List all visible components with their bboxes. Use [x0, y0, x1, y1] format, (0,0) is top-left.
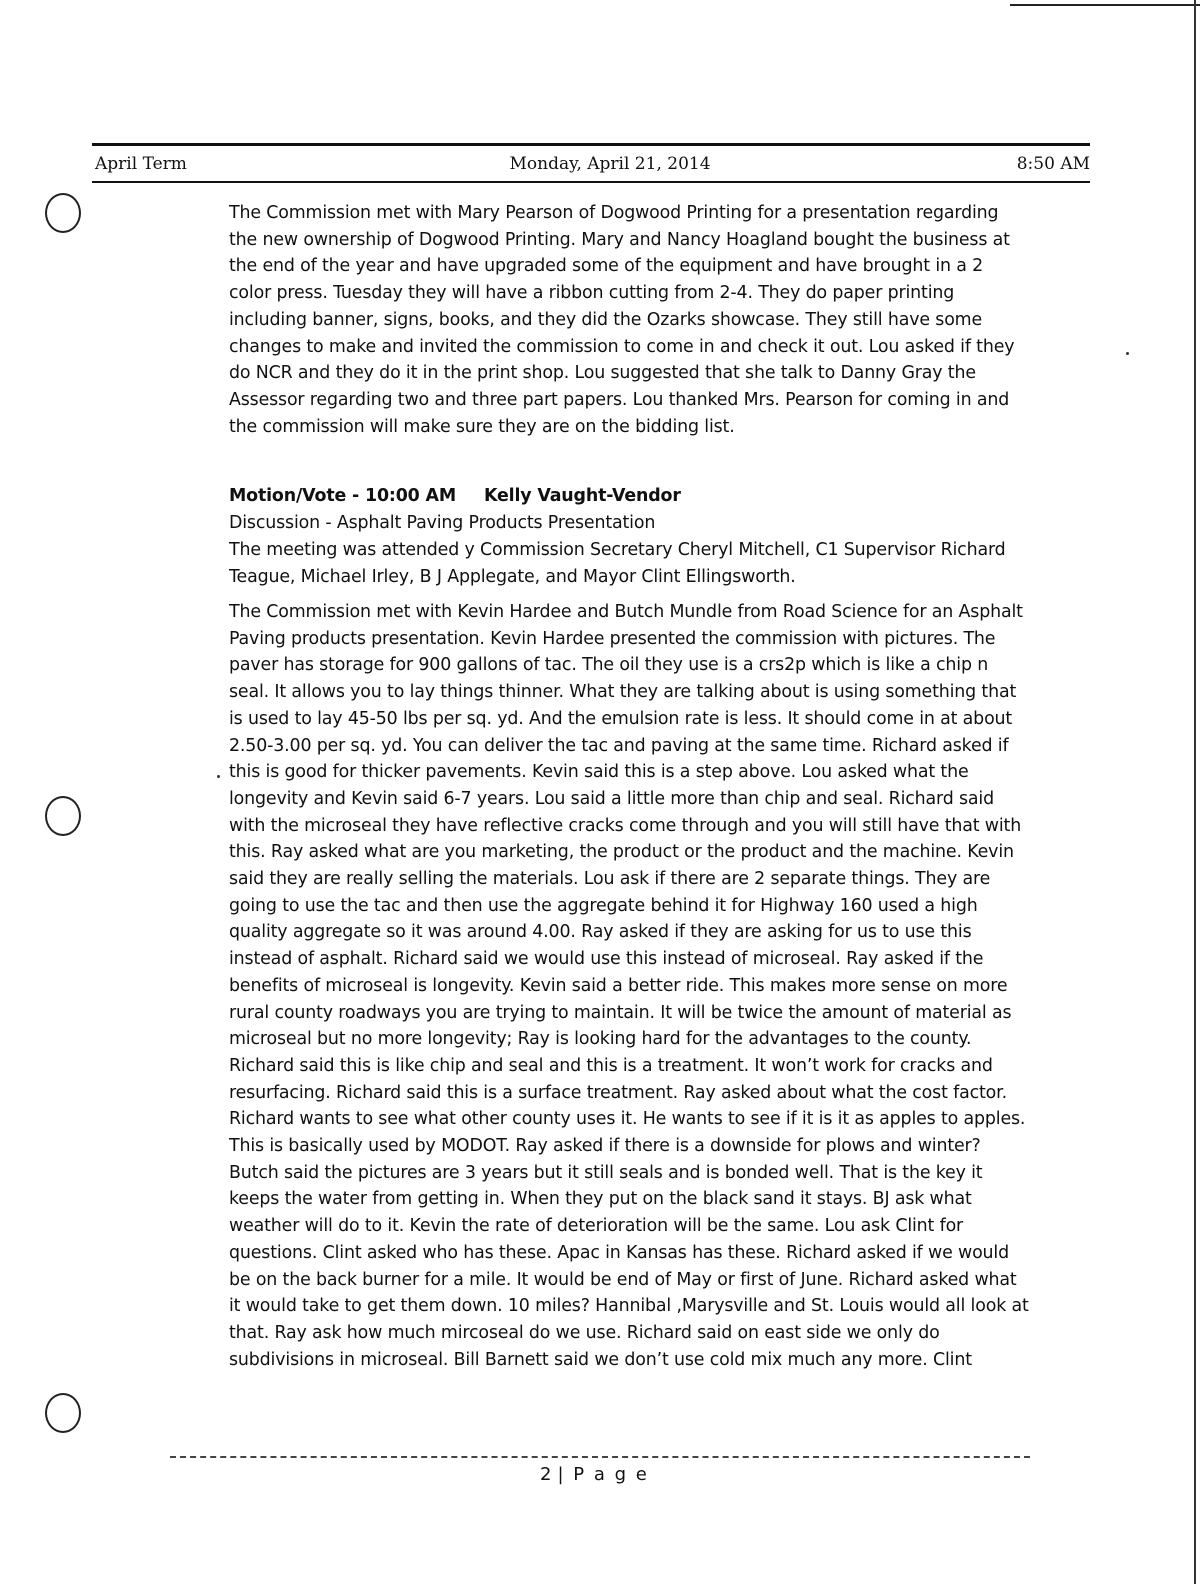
header-date: Monday, April 21, 2014	[509, 154, 711, 174]
header-rule-top	[92, 143, 1090, 146]
punch-hole-bottom	[45, 1393, 81, 1433]
punch-hole-top	[45, 193, 81, 233]
punch-hole-middle	[45, 796, 81, 836]
discussion-line: Discussion - Asphalt Paving Products Presentation	[229, 513, 656, 533]
paragraph-dogwood-printing: The Commission met with Mary Pearson of Dogwood Printing for a presentation regarding the new ownership of Dogwood Printing. Mary and Nancy Hoagland bought the business at the end of the year and have upgraded some of the equipment and have brought in a 2 color press. Tuesday they will have a ribbon cutting from 2-4. They do paper printing including banner, signs, books, and they did the Ozarks showcase. They still have some changes to make and invited the commission to come in and check it out. Lou asked if they do NCR and they do it in the print shop. Lou suggested that she talk to Danny Gray the Assessor regarding two and three part papers. Lou thanked Mrs. Pearson for coming in and the commission will make sure they are on the bidding list.	[229, 203, 1015, 437]
header-term: April Term	[95, 154, 187, 174]
page-number: 2	[540, 1464, 554, 1485]
motion-heading	[229, 483, 1029, 510]
page-footer	[540, 1464, 649, 1485]
scan-speck	[217, 775, 220, 778]
footer-rule	[170, 1456, 1030, 1458]
attendance-text: The meeting was attended y Commission Secretary Cheryl Mitchell, C1 Supervisor Richard Teague, Michael Irley, B J Applegate, and Mayor Clint Ellingsworth.	[229, 540, 1006, 587]
scan-edge-top-line	[1010, 4, 1200, 6]
header-rule-bottom	[92, 181, 1090, 183]
scan-edge-right-line	[1194, 0, 1196, 1584]
motion-section	[229, 483, 1029, 591]
page-label: | P a g e	[557, 1464, 649, 1485]
scan-speck	[1126, 352, 1129, 355]
motion-vendor: Kelly Vaught-Vendor	[483, 486, 681, 506]
paragraph-road-science: The Commission met with Kevin Hardee and Butch Mundle from Road Science for an Asphalt Paving products presentation. Kevin Hardee presented the commission with pictures. The paver has storage for 900 gallons of tac. The oil they use is a crs2p which is like a chip n seal. It allows you to lay things thinner. What they are talking about is using something that is used to lay 45-50 lbs per sq. yd. And the emulsion rate is less. It should come in at about 2.50-3.00 per sq. yd. You can deliver the tac and paving at the same time. Richard asked if this is good for thicker pavements. Kevin said this is a step above. Lou asked what the longevity and Kevin said 6-7 years. Lou said a little more than chip and seal. Richard said with the microseal they have reflective cracks come through and you will still have that with this. Ray asked what are you marketing, the product or the product and the machine. Kevin said they are really selling the materials. Lou ask if there are 2 separate things. They are going to use the tac and then use the aggregate behind it for Highway 160 used a high quality aggregate so it was around 4.00. Ray asked if they are asking for us to use this instead of asphalt. Richard said we would use this instead of microseal. Ray asked if the benefits of microseal is longevity. Kevin said a better ride. This makes more sense on more rural county roadways you are trying to maintain. It will be twice the amount of material as microseal but no more longevity; Ray is looking hard for the advantages to the county. Richard said this is like chip and seal and this is a treatment. It won’t work for cracks and resurfacing. Richard said this is a surface treatment. Ray asked about what the cost factor. Richard wants to see what other county uses it. He wants to see if it is it as apples to apples. This is basically used by MODOT. Ray asked if there is a downside for plows and winter? Butch said the pictures are 3 years but it still seals and is bonded well. That is the key it keeps the water from getting in. When they put on the black sand it stays. BJ ask what weather will do to it. Kevin the rate of deterioration will be the same. Lou ask Clint for questions. Clint asked who has these. Apac in Kansas has these. Richard asked if we would be on the back burner for a mile. It would be end of May or first of June. Richard asked what it would take to get them down. 10 miles? Hannibal ,Marysville and St. Louis would all look at that. Ray ask how much mircoseal do we use. Richard said on east side we only do subdivisions in microseal. Bill Barnett said we don’t use cold mix much any more. Clint	[229, 602, 1029, 1370]
header-time: 8:50 AM	[1016, 154, 1090, 174]
motion-label: Motion/Vote - 10:00 AM	[229, 486, 456, 506]
